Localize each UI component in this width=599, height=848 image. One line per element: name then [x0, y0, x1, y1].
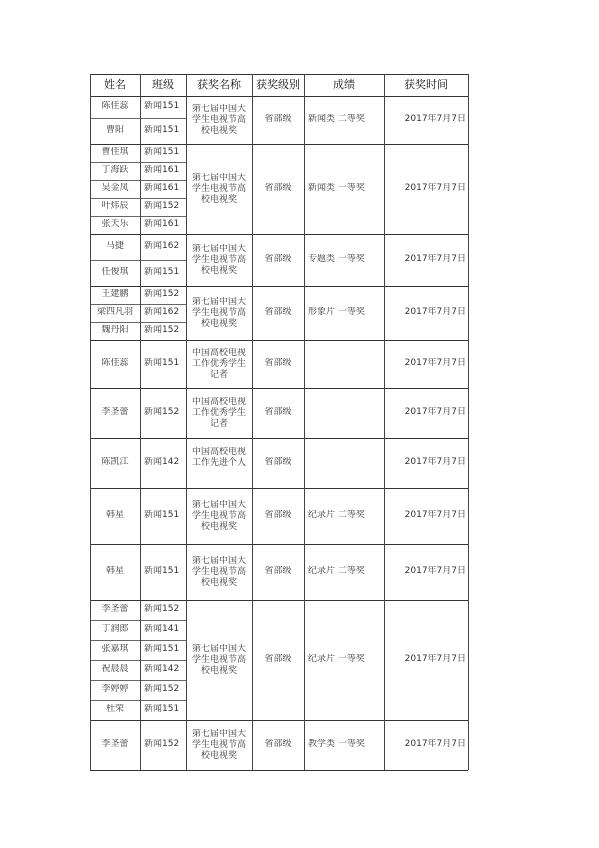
- row-time: 2017年7月7日: [404, 510, 466, 521]
- row-award: 第七届中国大学生电视节高校电视奖: [191, 555, 246, 588]
- row-result: 形象片 一等奖: [308, 307, 365, 318]
- row-class: 新闻152: [144, 201, 180, 212]
- row-name: 陈佳蕊: [101, 358, 129, 369]
- row-award: 中国高校电视工作先进个人: [191, 446, 246, 468]
- group-divider: [90, 388, 468, 389]
- group-divider: [90, 720, 468, 721]
- row-time: 2017年7月7日: [404, 254, 466, 265]
- row-class: 新闻151: [144, 704, 180, 715]
- row-name: 魏丹阳: [101, 325, 129, 336]
- row-class: 新闻152: [144, 325, 180, 336]
- row-name: 任俊琪: [101, 267, 129, 278]
- row-class: 新闻162: [144, 307, 180, 318]
- row-name: 杜荣: [105, 704, 124, 715]
- row-class: 新闻161: [144, 219, 180, 230]
- row-award: 第七届中国大学生电视节高校电视奖: [191, 499, 246, 532]
- row-class: 新闻151: [144, 267, 180, 278]
- row-name: 祝晨晨: [101, 664, 129, 675]
- row-time: 2017年7月7日: [404, 739, 466, 750]
- row-name: 梁四凡羽: [96, 307, 133, 318]
- row-time: 2017年7月7日: [404, 566, 466, 577]
- row-time: 2017年7月7日: [404, 307, 466, 318]
- row-award: 第七届中国大学生电视节高校电视奖: [191, 643, 246, 676]
- row-level: 省部级: [264, 254, 292, 265]
- row-class: 新闻152: [144, 407, 180, 418]
- header-class: 班级: [152, 78, 174, 91]
- row-divider: [90, 180, 186, 181]
- group-divider: [90, 438, 468, 439]
- row-class: 新闻161: [144, 165, 180, 176]
- table-top-border: [90, 74, 468, 75]
- row-divider: [90, 660, 186, 661]
- row-class: 新闻161: [144, 183, 180, 194]
- row-divider: [90, 162, 186, 163]
- group-divider: [90, 488, 468, 489]
- row-award: 第七届中国大学生电视节高校电视奖: [191, 296, 246, 329]
- row-name: 李婷婷: [101, 684, 129, 695]
- row-class: 新闻151: [144, 147, 180, 158]
- row-class: 新闻152: [144, 604, 180, 615]
- column-divider: [90, 74, 91, 770]
- group-divider: [90, 340, 468, 341]
- row-name: 丁海跃: [101, 165, 129, 176]
- row-class: 新闻151: [144, 101, 180, 112]
- column-divider: [304, 74, 305, 770]
- row-name: 张天乐: [101, 219, 129, 230]
- row-level: 省部级: [264, 566, 292, 577]
- row-name: 张嘉琪: [101, 644, 129, 655]
- header-time: 获奖时间: [404, 78, 448, 91]
- row-divider: [90, 216, 186, 217]
- row-name: 李圣蕾: [101, 604, 129, 615]
- row-class: 新闻162: [144, 241, 180, 252]
- header-level: 获奖级别: [256, 78, 300, 91]
- row-name: 丁润郎: [101, 624, 129, 635]
- row-level: 省部级: [264, 739, 292, 750]
- row-name: 李圣蕾: [101, 739, 129, 750]
- row-level: 省部级: [264, 183, 292, 194]
- group-divider: [90, 286, 468, 287]
- row-time: 2017年7月7日: [404, 407, 466, 418]
- row-time: 2017年7月7日: [404, 654, 466, 665]
- row-name: 叶炜辰: [101, 201, 129, 212]
- row-level: 省部级: [264, 307, 292, 318]
- group-divider: [90, 544, 468, 545]
- row-divider: [90, 322, 186, 323]
- row-time: 2017年7月7日: [404, 183, 466, 194]
- row-name: 曹佳琪: [101, 147, 129, 158]
- row-class: 新闻152: [144, 684, 180, 695]
- row-name: 吴金凤: [101, 183, 129, 194]
- row-level: 省部级: [264, 654, 292, 665]
- row-class: 新闻151: [144, 358, 180, 369]
- row-divider: [90, 260, 186, 261]
- row-award: 第七届中国大学生电视节高校电视奖: [191, 243, 246, 276]
- row-time: 2017年7月7日: [404, 114, 466, 125]
- row-class: 新闻152: [144, 289, 180, 300]
- row-award: 中国高校电视工作优秀学生记者: [191, 347, 246, 380]
- row-result: 纪录片 二等奖: [308, 510, 365, 521]
- row-result: 专题类 一等奖: [308, 254, 365, 265]
- group-divider: [90, 770, 468, 771]
- row-class: 新闻152: [144, 739, 180, 750]
- row-level: 省部级: [264, 114, 292, 125]
- row-class: 新闻151: [144, 644, 180, 655]
- row-divider: [90, 700, 186, 701]
- row-divider: [90, 198, 186, 199]
- row-class: 新闻151: [144, 125, 180, 136]
- header-result: 成绩: [333, 78, 355, 91]
- row-name: 王建鹏: [101, 289, 129, 300]
- row-class: 新闻142: [144, 457, 180, 468]
- row-divider: [90, 640, 186, 641]
- row-level: 省部级: [264, 407, 292, 418]
- row-result: 新闻类 二等奖: [308, 114, 365, 125]
- row-award: 第七届中国大学生电视节高校电视奖: [191, 728, 246, 761]
- column-divider: [468, 74, 469, 770]
- row-divider: [90, 620, 186, 621]
- column-divider: [186, 74, 187, 770]
- row-divider: [90, 118, 186, 119]
- row-award: 中国高校电视工作优秀学生记者: [191, 396, 246, 429]
- group-divider: [90, 600, 468, 601]
- row-time: 2017年7月7日: [404, 457, 466, 468]
- row-level: 省部级: [264, 358, 292, 369]
- column-divider: [140, 74, 141, 770]
- row-result: 新闻类 一等奖: [308, 183, 365, 194]
- header-divider: [90, 96, 468, 97]
- row-award: 第七届中国大学生电视节高校电视奖: [191, 103, 246, 136]
- row-class: 新闻151: [144, 566, 180, 577]
- group-divider: [90, 144, 468, 145]
- row-divider: [90, 680, 186, 681]
- row-class: 新闻151: [144, 510, 180, 521]
- row-result: 纪录片 二等奖: [308, 566, 365, 577]
- row-level: 省部级: [264, 510, 292, 521]
- group-divider: [90, 234, 468, 235]
- header-award: 获奖名称: [197, 78, 241, 91]
- row-name: 陈佳蕊: [101, 101, 129, 112]
- row-name: 韩星: [105, 510, 124, 521]
- row-class: 新闻141: [144, 624, 180, 635]
- row-name: 李圣蕾: [101, 407, 129, 418]
- header-name: 姓名: [104, 78, 126, 91]
- row-award: 第七届中国大学生电视节高校电视奖: [191, 172, 246, 205]
- row-level: 省部级: [264, 457, 292, 468]
- row-result: 纪录片 一等奖: [308, 654, 365, 665]
- row-result: 教学类 一等奖: [308, 739, 365, 750]
- row-time: 2017年7月7日: [404, 358, 466, 369]
- row-name: 马捷: [105, 241, 124, 252]
- row-name: 曹阳: [105, 125, 124, 136]
- column-divider: [384, 74, 385, 770]
- row-class: 新闻142: [144, 664, 180, 675]
- row-name: 韩星: [105, 566, 124, 577]
- row-name: 陈凯江: [101, 457, 129, 468]
- row-divider: [90, 304, 186, 305]
